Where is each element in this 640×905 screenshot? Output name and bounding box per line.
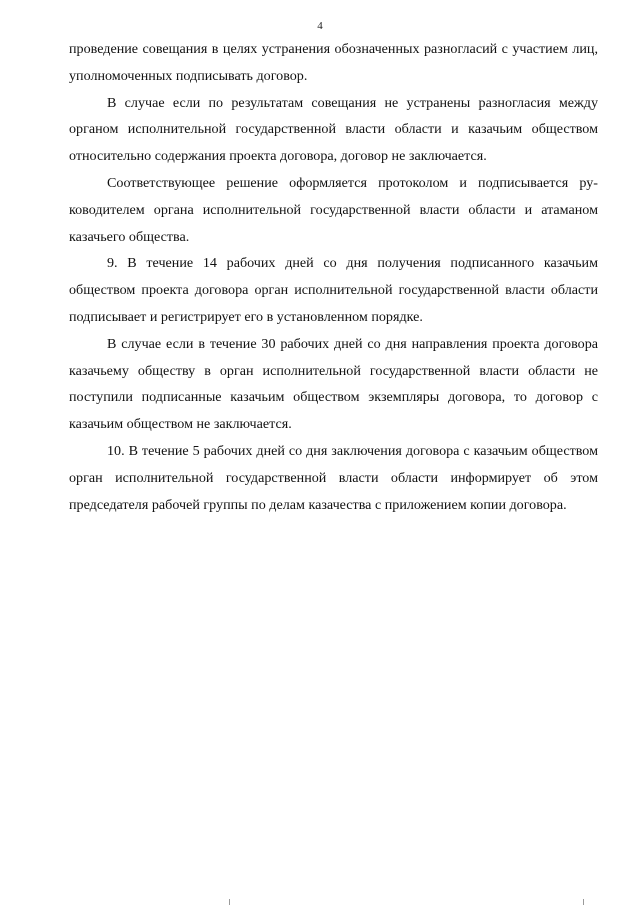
scan-mark-left <box>229 899 230 905</box>
paragraph-30-days: В случае если в течение 30 рабочих дней со дня направления проекта договора казачьему обществу в орган исполнительной государственной власти области не поступили подписанные казачьим обществом экземпляры договора, то договор с казачьим обществом не заключается. <box>69 335 598 433</box>
page-number: 4 <box>317 20 323 32</box>
paragraph-continuation: проведение совещания в целях устранения обозначенных разногласий с участием лиц, уполномоченных подписывать договор. <box>69 41 598 84</box>
paragraph-item-10: 10. В течение 5 рабочих дней со дня заключения договора с казачьим обществом орган исполнительной государственной власти области информирует об этом председателя рабочей группы по делам казачества с приложением копии договора. <box>69 442 598 513</box>
paragraph-protocol: Соответствующее решение оформляется протоколом и подписывается руководителем органа исполнительной государственной власти области и атаманом казачьего общества. <box>69 174 598 245</box>
paragraph-disagreement: В случае если по результатам совещания не устранены разногласия между органом исполнительной государственной власти области и казачьим обществом относительно содержания проекта договора, договор не заключается. <box>69 94 598 165</box>
paragraph-item-9: 9. В течение 14 рабочих дней со дня получения подписанного казачьим обществом проекта договора орган исполнительной государственной власти области подписывает и регистрирует его в установленном порядке. <box>69 255 598 325</box>
scan-mark-right <box>583 899 584 905</box>
document-body <box>69 36 598 518</box>
